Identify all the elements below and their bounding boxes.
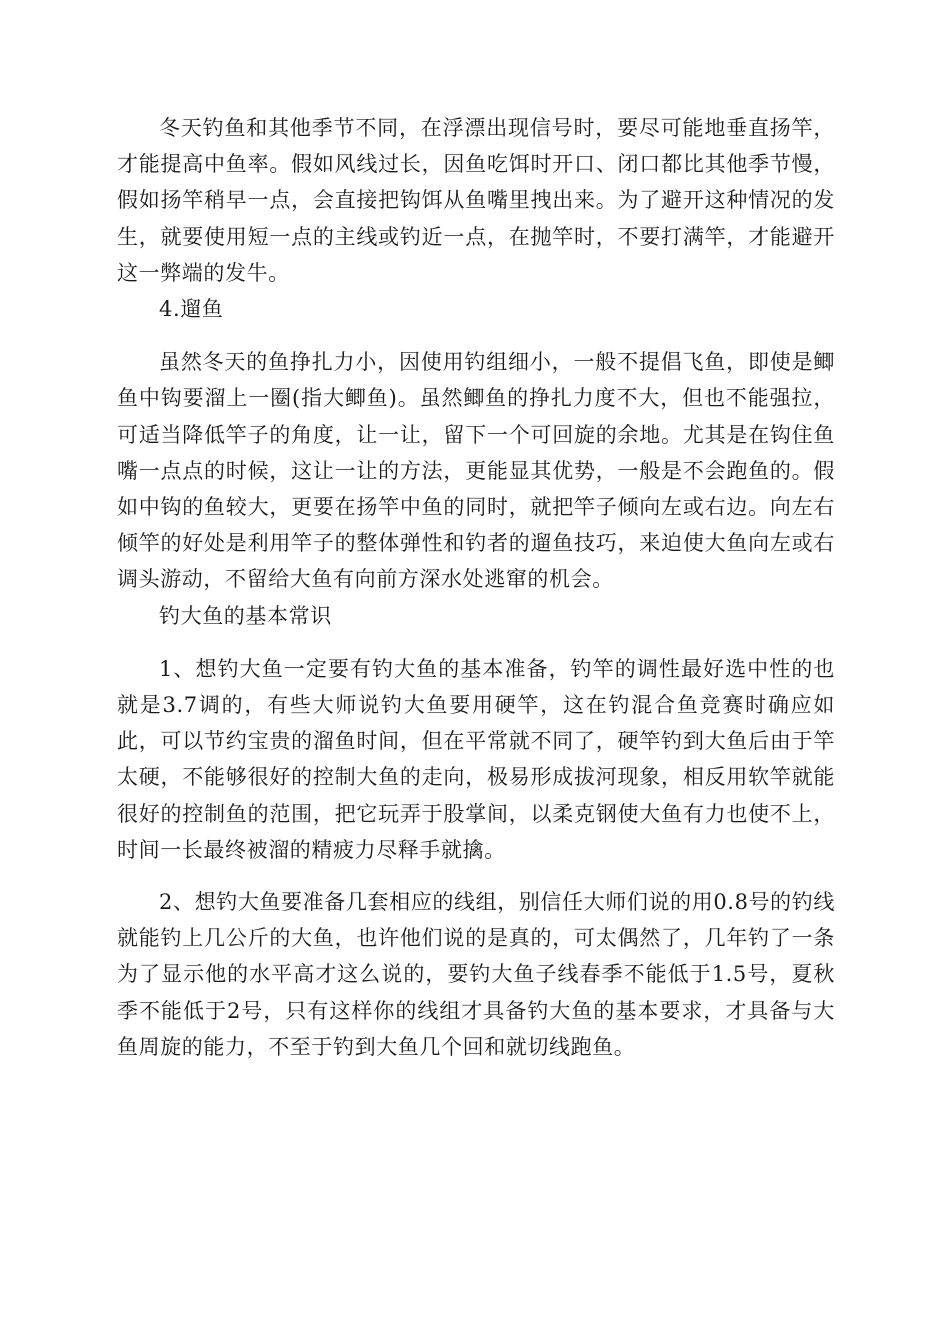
section-heading-walking-fish: 4.遛鱼 (159, 297, 224, 322)
section-heading-big-fish-basics: 钓大鱼的基本常识 (159, 603, 332, 628)
paragraph-walking-fish: 虽然冬天的鱼挣扎力小，因使用钓组细小，一般不提倡飞鱼，即使是鲫鱼中钩要溜上一圈(指大鲫鱼)。虽然鲫鱼的挣扎力度不大，但也不能强拉，可适当降低竿子的角度，让一让，留下一个可回旋的余地。尤其是在钩住鱼嘴一点点的时候，这让一让的方法，更能显其优势，一般是不会跑鱼的。假如中钩的鱼较大，更要在扬竿中鱼的同时，就把竿子倾向左或右边。向左右倾竿的好处是利用竿子的整体弹性和钓者的遛鱼技巧，来迫使大鱼向左或右调头游动，不留给大鱼有向前方深水处逃窜的机会。 (117, 350, 835, 592)
paragraph-winter-hooking: 冬天钓鱼和其他季节不同，在浮漂出现信号时，要尽可能地垂直扬竿，才能提高中鱼率。假如风线过长，因鱼吃饵时开口、闭口都比其他季节慢，假如扬竿稍早一点，会直接把钩饵从鱼嘴里拽出来。为了避开这种情况的发生，就要使用短一点的主线或钓近一点，在抛竿时，不要打满竿，才能避开这一弊端的发牛。 (117, 116, 835, 285)
paragraph-big-fish-line: 2、想钓大鱼要准备几套相应的线组，别信任大师们说的用0.8号的钓线就能钓上几公斤的大鱼，也许他们说的是真的，可太偶然了，几年钓了一条为了显示他的水平高才这么说的，要钓大鱼子线春季不能低于1.5号，夏秋季不能低于2号，只有这样你的线组才具备钓大鱼的基本要求，才具备与大鱼周旋的能力，不至于钓到大鱼几个回和就切线跑鱼。 (117, 890, 835, 1059)
paragraph-big-fish-rod: 1、想钓大鱼一定要有钓大鱼的基本准备，钓竿的调性最好选中性的也就是3.7调的，有些大师说钓大鱼要用硬竿，这在钓混合鱼竞赛时确应如此，可以节约宝贵的溜鱼时间，但在平常就不同了，硬竿钓到大鱼后由于竿太硬，不能够很好的控制大鱼的走向，极易形成拔河现象，相反用软竿就能很好的控制鱼的范围，把它玩弄于股掌间，以柔克钢使大鱼有力也使不上，时间一长最终被溜的精疲力尽释手就擒。 (117, 656, 835, 862)
document-body (117, 110, 835, 1065)
